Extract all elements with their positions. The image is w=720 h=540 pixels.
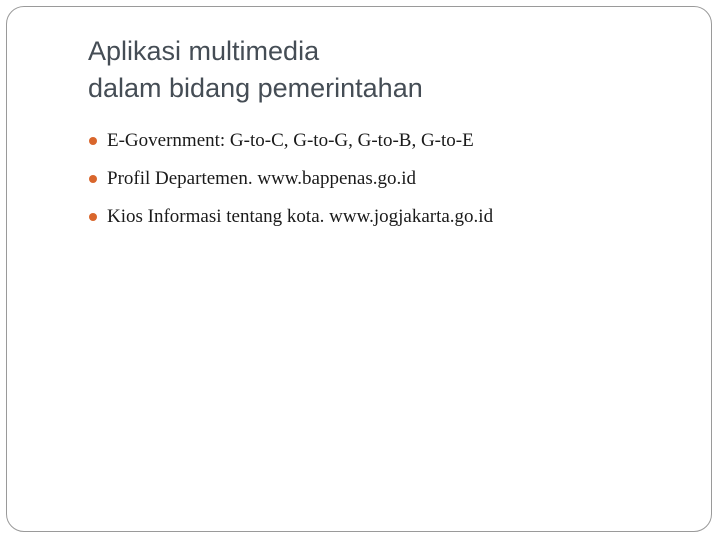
slide-title (88, 33, 688, 107)
circle-bullet-icon (89, 175, 97, 183)
bullet-item-profil-departemen (89, 166, 689, 204)
bullet-item-kios-informasi (89, 204, 689, 242)
bullet-item-egovernment (89, 128, 689, 166)
bullet-text: E-Government: G-to-C, G-to-G, G-to-B, G-to-E (107, 130, 474, 151)
title-line-1: Aplikasi multimedia (88, 36, 320, 66)
bullet-text: Kios Informasi tentang kota. www.jogjakarta.go.id (107, 206, 494, 227)
title-line-2: dalam bidang pemerintahan (88, 73, 423, 103)
bullet-list (89, 128, 689, 242)
slide-frame (6, 6, 712, 532)
bullet-text: Profil Departemen. www.bappenas.go.id (107, 168, 417, 189)
circle-bullet-icon (89, 213, 97, 221)
circle-bullet-icon (89, 137, 97, 145)
